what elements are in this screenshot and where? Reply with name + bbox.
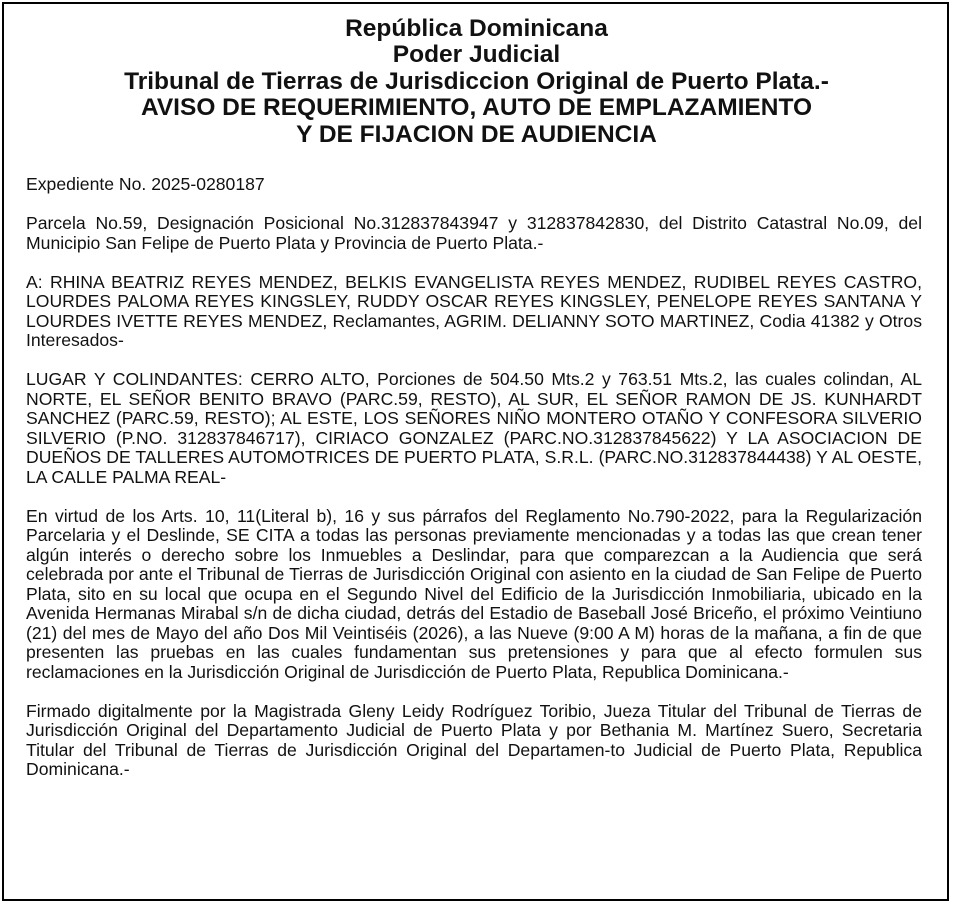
- header-notice-subtitle: Y DE FIJACION DE AUDIENCIA: [296, 120, 657, 148]
- parcel-description: Parcela No.59, Designación Posicional No.312837843947 y 312837842830, del Distrito Catastral No.09, del Municipio San Felipe de Puerto Plata y Provincia de Puerto Plata.-: [26, 213, 922, 253]
- signature-paragraph: Firmado digitalmente por la Magistrada Gleny Leidy Rodríguez Toribio, Jueza Titular del Tribunal de Tierras de Jurisdicción Original del Departamento Judicial de Puerto Plata y por Bethania M. Martínez Suero, Secretaria Titular del Tribunal de Tierras de Jurisdicción Original del Departamen-to Judicial de Puerto Plata, Republica Dominicana.-: [26, 700, 922, 779]
- header-notice-title: AVISO DE REQUERIMIENTO, AUTO DE EMPLAZAMIENTO: [140, 94, 813, 122]
- notice-header: [0, 16, 953, 148]
- header-institution: Poder Judicial: [392, 41, 561, 69]
- location-boundaries-paragraph: LUGAR Y COLINDANTES: CERRO ALTO, Porciones de 504.50 Mts.2 y 763.51 Mts.2, las cuales colindan, AL NORTE, EL SEÑOR BENITO BRAVO (PARC.59, RESTO), AL SUR, EL SEÑOR RAMON DE JS. KUNHARDT SANCHEZ (PARC.59, RESTO); AL ESTE, LOS SEÑORES NIÑO MONTERO OTAÑO Y CONFESORA SILVERIO SILVERIO (P.NO. 312837846717), CIRIACO GONZALEZ (PARC.NO.312837845622) Y LA ASOCIACION DE DUEÑOS DE TALLERES AUTOMOTRICES DE PUERTO PLATA, S.R.L. (PARC.NO.312837844438) Y AL OESTE, LA CALLE PALMA REAL-: [26, 369, 922, 487]
- header-court: Tribunal de Tierras de Jurisdiccion Original de Puerto Plata.-: [124, 67, 829, 95]
- case-number: Expediente No. 2025-0280187: [26, 174, 265, 194]
- addressees-paragraph: A: RHINA BEATRIZ REYES MENDEZ, BELKIS EVANGELISTA REYES MENDEZ, RUDIBEL REYES CASTRO, LOURDES PALOMA REYES KINGSLEY, RUDDY OSCAR REYES KINGSLEY, PENELOPE REYES SANTANA Y LOURDES IVETTE REYES MENDEZ, Reclamantes, AGRIM. DELIANNY SOTO MARTINEZ, Codia 41382 y Otros Interesados-: [26, 271, 922, 350]
- header-country: República Dominicana: [345, 15, 608, 42]
- summons-paragraph: En virtud de los Arts. 10, 11(Literal b), 16 y sus párrafos del Reglamento No.790-2022, para la Regularización Parcelaria y el Deslinde, SE CITA a todas las personas previamente mencionadas y a todas las que crean tener algún interés o derecho sobre los Inmuebles a Deslindar, para que comparezcan a la Audiencia que será celebrada por ante el Tribunal de Tierras de Jurisdicción Original con asiento en la ciudad de San Felipe de Puerto Plata, sito en su local que ocupa en el Segundo Nivel del Edificio de la Jurisdicción Inmobiliaria, ubicado en la Avenida Hermanas Mirabal s/n de dicha ciudad, detrás del Estadio de Baseball José Briceño, el próximo Veintiuno (21) del mes de Mayo del año Dos Mil Veintiséis (2026), a las Nueve (9:00 A M) horas de la mañana, a fin de que presenten las pruebas en las cuales fundamentan sus pretensiones y para que al efecto formulen sus reclamaciones en la Jurisdicción Original de Jurisdicción de Puerto Plata, Republica Dominicana.-: [26, 505, 922, 682]
- notice-body: [26, 175, 922, 799]
